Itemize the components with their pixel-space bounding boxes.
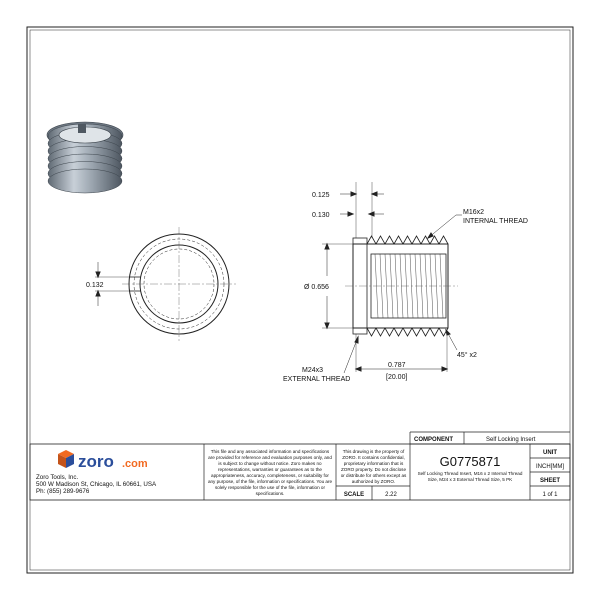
thread-tooth-bottom — [430, 328, 439, 336]
insert-coil — [48, 169, 122, 193]
thread-tooth-top — [376, 236, 385, 244]
component-label: COMPONENT — [414, 437, 453, 443]
front-view — [95, 227, 236, 341]
scale-label: SCALE — [343, 492, 365, 498]
sheet-value: 1 of 1 — [542, 492, 558, 498]
zoro-logo-suffix: .com — [122, 458, 148, 470]
thread-tooth-bottom — [403, 328, 412, 336]
callout-external-size: M24x3 — [302, 367, 324, 374]
company-name: Zoro Tools, Inc. — [36, 474, 79, 481]
insert-3d-thumbnail — [47, 122, 123, 193]
property-notice: This drawing is the property of ZORO. It contains confidential, proprietary information that is ZORO property. Do not disclose or distribute for others except as authorized by ZORO. — [340, 449, 407, 484]
company-phone: Ph: (855) 289-9676 — [36, 488, 90, 495]
thread-tooth-top — [394, 236, 403, 244]
thread-tooth-bottom — [394, 328, 403, 336]
unit-label: UNIT — [543, 450, 557, 456]
callout-chamfer: 45° x2 — [457, 352, 477, 359]
company-address: 500 W Madison St, Chicago, IL 60661, USA — [36, 481, 157, 488]
thread-tooth-bottom — [385, 328, 394, 336]
dim-length: 0.787 — [388, 362, 406, 369]
component-value: Self Locking Insert — [486, 437, 536, 443]
section-view — [322, 182, 462, 373]
part-description: Self Locking Thread Insert, M16 x 2 Internal Thread Size, M24 x 3 External Thread Size, 5 PK — [417, 471, 523, 482]
part-number: G0775871 — [439, 454, 501, 469]
disclaimer-text: This file and any associated information and specifications are provided for reference and evaluation purposes only, and is subject to change without notice. Zoro makes no representations, warranties or guarantees as to the appropriateness, accuracy, completeness, or suitability for any purpose, of the file, information or specifications. You are solely responsible for the use of the file, information or specifications. — [207, 449, 333, 496]
zoro-logo-cube — [58, 450, 74, 468]
callout-external-label: EXTERNAL THREAD — [283, 376, 351, 383]
thread-tooth-top — [403, 236, 412, 244]
external-thread-bottom — [367, 328, 448, 336]
thread-tooth-top — [367, 236, 376, 244]
zoro-logo-text: zoro — [78, 452, 114, 471]
callout-internal-label: INTERNAL THREAD — [463, 218, 528, 225]
thread-tooth-top — [430, 236, 439, 244]
thread-tooth-bottom — [376, 328, 385, 336]
unit-value: INCH[MM] — [536, 464, 564, 470]
thread-tooth-top — [412, 236, 421, 244]
dim-length-mm: [20.00] — [386, 374, 408, 381]
thread-tooth-bottom — [421, 328, 430, 336]
thread-tooth-top — [439, 236, 448, 244]
thread-tooth-bottom — [412, 328, 421, 336]
dim-130: 0.130 — [312, 212, 330, 219]
external-thread-top — [367, 236, 448, 244]
dim-diameter: Ø 0.656 — [304, 284, 329, 291]
callout-internal-size: M16x2 — [463, 209, 485, 216]
thread-tooth-bottom — [367, 328, 376, 336]
thread-tooth-top — [385, 236, 394, 244]
scale-value: 2.22 — [385, 492, 397, 498]
sheet-label: SHEET — [539, 478, 561, 484]
dim-125: 0.125 — [312, 192, 330, 199]
dim-slot-width: 0.132 — [86, 282, 104, 289]
